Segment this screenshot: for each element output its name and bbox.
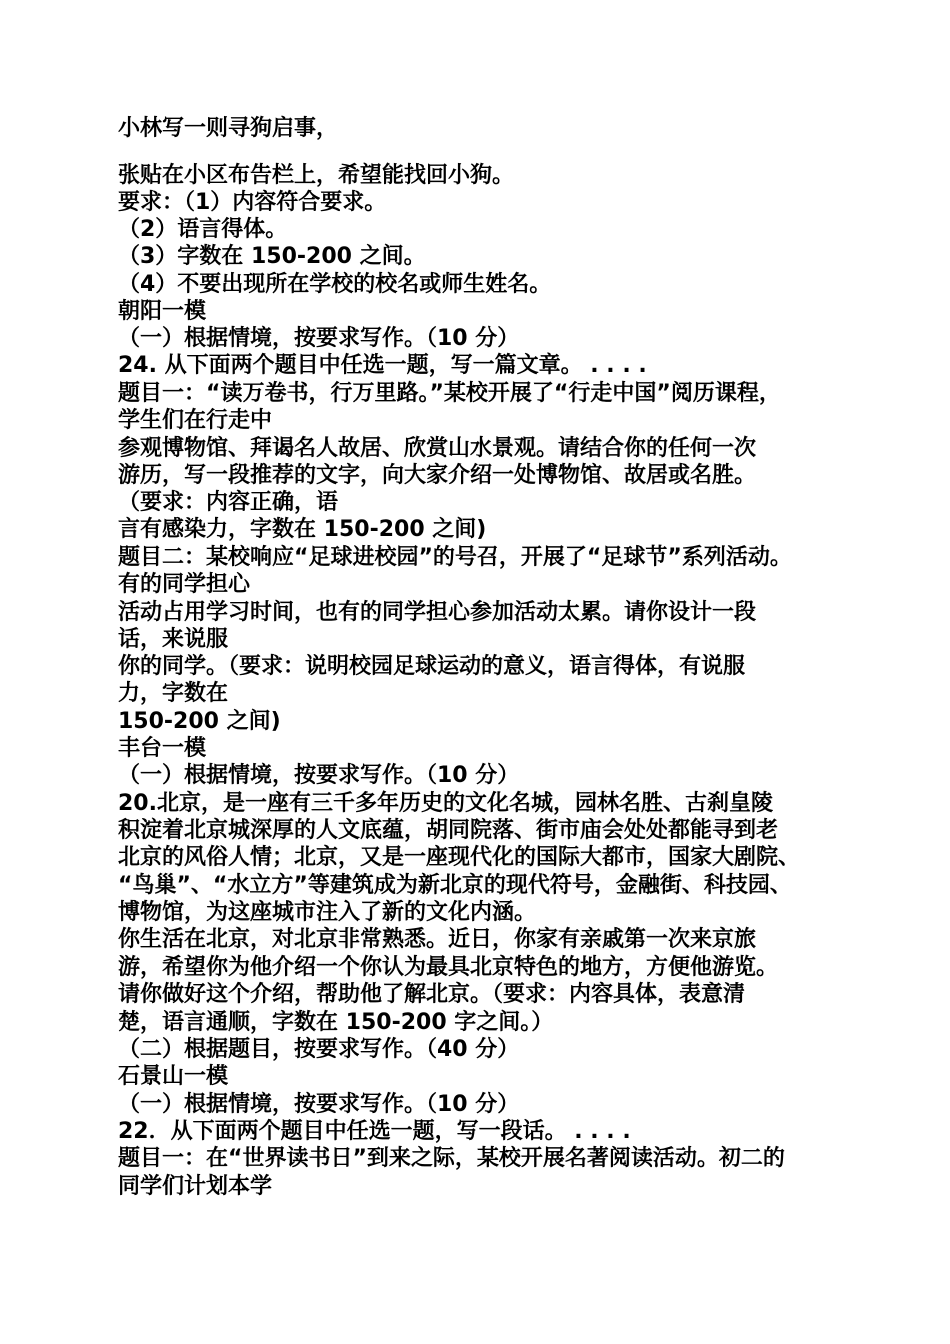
text-line: （一）根据情境，按要求写作。（10 分）: [118, 763, 520, 788]
text-line: 题目二：某校响应“足球进校园”的号召，开展了“足球节”系列活动。: [118, 545, 792, 570]
text-line: （二）根据题目，按要求写作。（40 分）: [118, 1037, 520, 1062]
text-line: 请你做好这个介绍，帮助他了解北京。（要求：内容具体，表意清: [118, 982, 746, 1007]
section-heading: 朝阳一模: [118, 299, 207, 324]
text-line: 24. 从下面两个题目中任选一题，写一篇文章。 . . . .: [118, 353, 647, 378]
section-heading: 丰台一模: [118, 736, 207, 761]
text-line: 游历，写一段推荐的文字，向大家介绍一处博物馆、故居或名胜。: [118, 463, 757, 488]
text-line: （2）语言得体。: [118, 217, 288, 242]
text-line: 题目一：在“世界读书日”到来之际，某校开展名著阅读活动。初二的: [118, 1146, 785, 1171]
text-line: 你生活在北京，对北京非常熟悉。近日，你家有亲戚第一次来京旅: [118, 927, 757, 952]
text-line: 学生们在行走中: [118, 408, 273, 433]
text-line: 小林写一则寻狗启事，: [118, 116, 339, 141]
section-heading: 石景山一模: [118, 1064, 229, 1089]
text-line: 活动占用学习时间，也有的同学担心参加活动太累。请你设计一段: [118, 600, 757, 625]
text-line: 要求：（1）内容符合要求。: [118, 190, 387, 215]
text-line: 张贴在小区布告栏上，希望能找回小狗。: [118, 163, 515, 188]
text-line: 20.北京，是一座有三千多年历史的文化名城，园林名胜、古刹皇陵: [118, 791, 773, 816]
text-line: 同学们计划本学: [118, 1174, 273, 1199]
text-line: 言有感染力，字数在 150-200 之间): [118, 517, 487, 542]
text-line: （一）根据情境，按要求写作。（10 分）: [118, 1092, 520, 1117]
text-line: 你的同学。（要求：说明校园足球运动的意义，语言得体，有说服: [118, 654, 746, 679]
text-line: 有的同学担心: [118, 572, 251, 597]
text-line: 楚，语言通顺，字数在 150-200 字之间。）: [118, 1010, 554, 1035]
text-line: 积淀着北京城深厚的人文底蕴，胡同院落、街市庙会处处都能寻到老: [118, 818, 779, 843]
text-line: 150-200 之间): [118, 709, 281, 734]
text-line: （要求：内容正确，语: [118, 490, 339, 515]
text-line: 博物馆，为这座城市注入了新的文化内涵。: [118, 900, 537, 925]
text-line: （3）字数在 150-200 之间。: [118, 244, 426, 269]
text-line: 北京的风俗人情；北京，又是一座现代化的国际大都市，国家大剧院、: [118, 845, 801, 870]
text-line: 话，来说服: [118, 627, 229, 652]
text-line: “鸟巢”、“水立方”等建筑成为新北京的现代符号，金融街、科技园、: [118, 873, 792, 898]
text-line: 力，字数在: [118, 681, 229, 706]
text-line: 游，希望你为他介绍一个你认为最具北京特色的地方，方便他游览。: [118, 955, 779, 980]
text-line: （4）不要出现所在学校的校名或师生姓名。: [118, 272, 552, 297]
text-line: （一）根据情境，按要求写作。（10 分）: [118, 326, 520, 351]
text-line: 题目一：“读万卷书，行万里路。”某校开展了“行走中国”阅历课程，: [118, 381, 781, 406]
text-line: 22．从下面两个题目中任选一题，写一段话。 . . . .: [118, 1119, 631, 1144]
text-line: 参观博物馆、拜谒名人故居、欣赏山水景观。请结合你的任何一次: [118, 436, 757, 461]
